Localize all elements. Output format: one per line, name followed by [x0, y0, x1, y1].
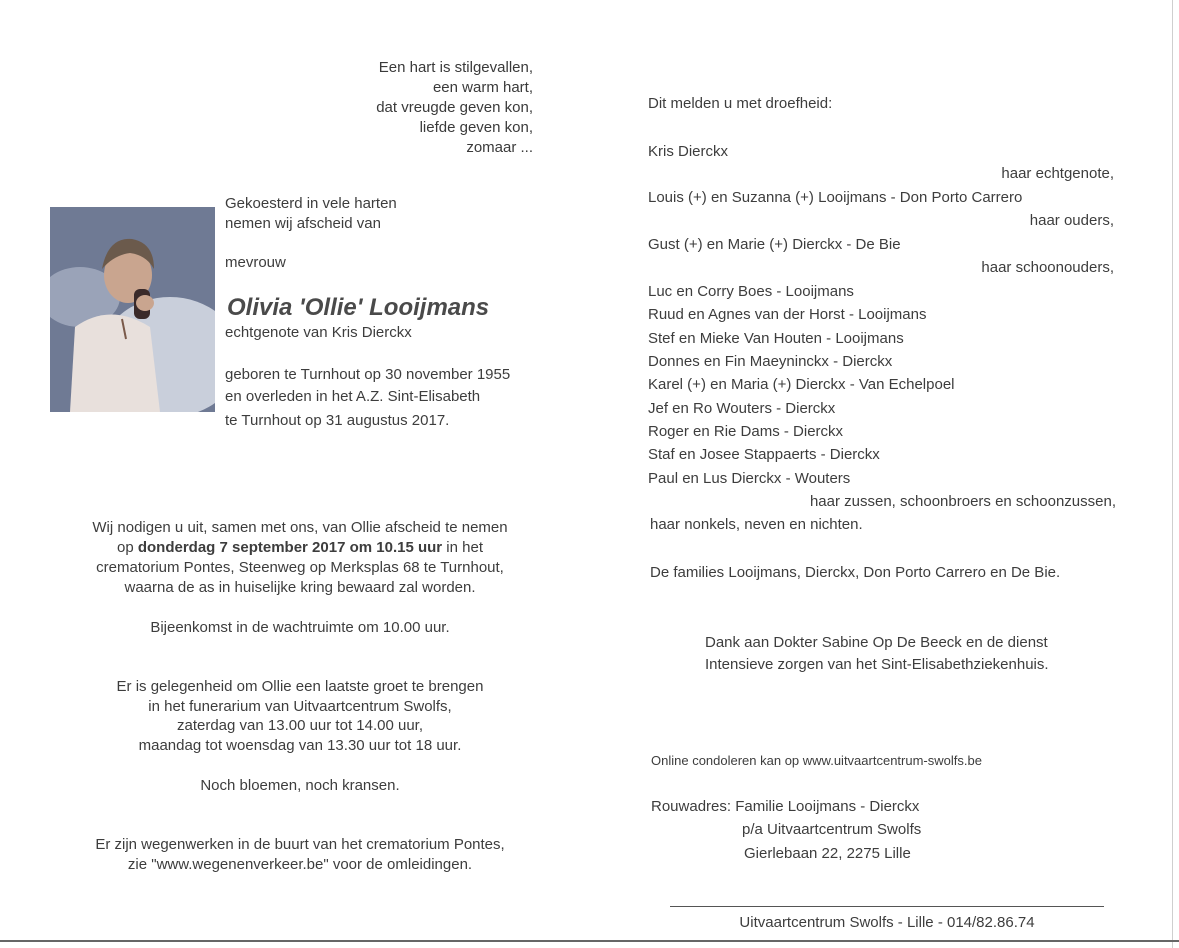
- visitation-line: Er is gelegenheid om Ollie een laatste groet te brengen: [116, 678, 484, 695]
- sibling-entry: Stef en Mieke Van Houten - Looijmans: [648, 330, 904, 347]
- parents-names: Louis (+) en Suzanna (+) Looijmans - Don Porto Carrero: [648, 189, 1023, 206]
- announcement: Dit melden u met droefheid:: [648, 95, 833, 112]
- sibling-entry: Staf en Josee Stappaerts - Dierckx: [648, 446, 880, 463]
- invitation-line-2: [40, 538, 560, 558]
- poem-line: een warm hart,: [432, 79, 533, 96]
- mourning-address-line-3: Gierlebaan 22, 2275 Lille: [744, 845, 911, 862]
- sibling-entry: Karel (+) en Maria (+) Dierckx - Van Echelpoel: [648, 376, 955, 393]
- mourning-address-label: Rouwadres: Familie Looijmans - Dierckx: [651, 798, 920, 815]
- visitation-line: zaterdag van 13.00 uur tot 14.00 uur,: [176, 717, 423, 734]
- sibling-entry: Paul en Lus Dierckx - Wouters: [648, 470, 851, 487]
- visitation-line: in het funerarium van Uitvaartcentrum Swolfs,: [148, 698, 452, 715]
- footer-divider: [670, 906, 1104, 907]
- invitation-line-4: waarna de as in huiselijke kring bewaard zal worden.: [124, 579, 476, 596]
- poem-line: zomaar ...: [466, 139, 533, 156]
- invitation-line-3: crematorium Pontes, Steenweg op Merksplas 68 te Turnhout,: [96, 559, 504, 576]
- spouse-name: Kris Dierckx: [648, 143, 729, 160]
- in-laws-names: Gust (+) en Marie (+) Dierckx - De Bie: [648, 236, 901, 253]
- title-mevrouw: mevrouw: [225, 254, 286, 271]
- sibling-entry: Roger en Rie Dams - Dierckx: [648, 423, 844, 440]
- poem-line: dat vreugde geven kon,: [376, 99, 533, 116]
- intro-line-2: nemen wij afscheid van: [225, 215, 381, 232]
- poem: [300, 58, 533, 158]
- intro-line-1: Gekoesterd in vele harten: [225, 195, 397, 212]
- gathering-info: Bijeenkomst in de wachtruimte om 10.00 uur.: [150, 619, 450, 636]
- invitation-suffix: in het: [446, 539, 483, 556]
- ceremony-date: donderdag 7 september 2017 om 10.15 uur: [137, 539, 443, 556]
- sibling-entry: Donnes en Fin Maeyninckx - Dierckx: [648, 353, 893, 370]
- sibling-entry: Luc en Corry Boes - Looijmans: [648, 283, 854, 300]
- portrait-illustration: [50, 207, 215, 412]
- poem-line: Een hart is stilgevallen,: [378, 59, 533, 76]
- deceased-relation: echtgenote van Kris Dierckx: [225, 324, 412, 341]
- families-line: De families Looijmans, Dierckx, Don Porto Carrero en De Bie.: [650, 564, 1061, 581]
- roadworks-line: Er zijn wegenwerken in de buurt van het crematorium Pontes,: [95, 836, 505, 853]
- invitation-prefix: op: [116, 539, 134, 556]
- poem-line: liefde geven kon,: [419, 119, 533, 136]
- death-info-2: te Turnhout op 31 augustus 2017.: [225, 412, 450, 429]
- sibling-entry: Ruud en Agnes van der Horst - Looijmans: [648, 306, 927, 323]
- flowers-note: Noch bloemen, noch kransen.: [200, 777, 400, 794]
- thanks-line: Intensieve zorgen van het Sint-Elisabethziekenhuis.: [705, 656, 1049, 673]
- deceased-name: Olivia 'Ollie' Looijmans: [227, 294, 490, 321]
- portrait-photo: [50, 207, 215, 412]
- page-edge-right: [1172, 0, 1173, 948]
- siblings-role: haar zussen, schoonbroers en schoonzussen,: [809, 493, 1116, 510]
- sibling-entry: Jef en Ro Wouters - Dierckx: [648, 400, 836, 417]
- footer-contact: Uitvaartcentrum Swolfs - Lille - 014/82.86.74: [739, 914, 1035, 931]
- visitation-line: maandag tot woensdag van 13.30 uur tot 18 uur.: [138, 737, 462, 754]
- page-edge-bottom: [0, 940, 1179, 942]
- spouse-role: haar echtgenote,: [1001, 165, 1114, 182]
- parents-role: haar ouders,: [1029, 212, 1114, 229]
- death-info-1: en overleden in het A.Z. Sint-Elisabeth: [225, 388, 481, 405]
- birth-info: geboren te Turnhout op 30 november 1955: [225, 366, 511, 383]
- in-laws-role: haar schoonouders,: [981, 259, 1114, 276]
- invitation-line-1: Wij nodigen u uit, samen met ons, van Ollie afscheid te nemen: [92, 519, 508, 536]
- relatives-line: haar nonkels, neven en nichten.: [650, 516, 863, 533]
- online-condolence: Online condoleren kan op www.uitvaartcentrum-swolfs.be: [651, 753, 982, 768]
- roadworks-line: zie "www.wegenenverkeer.be" voor de omleidingen.: [127, 856, 473, 873]
- mourning-address-line-2: p/a Uitvaartcentrum Swolfs: [742, 821, 922, 838]
- thanks-line: Dank aan Dokter Sabine Op De Beeck en de dienst: [705, 634, 1048, 651]
